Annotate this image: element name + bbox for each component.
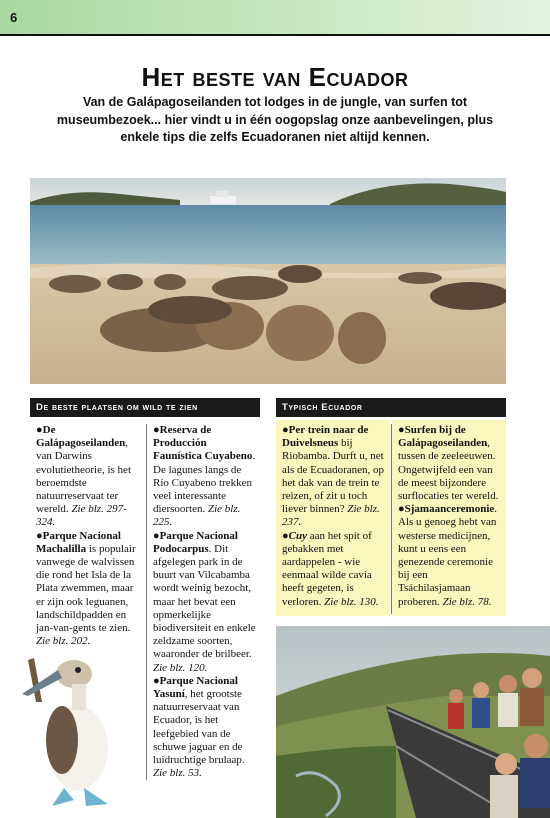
page-title: Het beste van Ecuador (141, 62, 409, 92)
entry-podocarpus: ●Parque Nacional Podocarpus. Dit afgelegen park in de buurt van Vilcabamba wordt weinig bezocht, maar het bevat een opmerkelijke biodiversiteit en enkele zeldzame soorten, waaronder de brilbeer. Zie blz. 120. (153, 529, 256, 674)
column-wildlife-2 (147, 420, 260, 782)
wildlife-section-header: De beste plaatsen om wild te zien (30, 398, 260, 417)
page-header-bar (0, 0, 550, 34)
header-rule (0, 34, 550, 36)
entry-yasuni: ●Parque Nacional Yasuní, het grootste natuurreservaat van Ecuador, is het leefgebied van de schuwe jaguar en de luidruchtige brulaap. Zie blz. 53. (153, 674, 245, 780)
intro-text: Van de Galápagoseilanden tot lodges in de jungle, van surfen tot museumbezoek... hier vindt u in één oogopslag onze aanbevelingen, plus enkele tips die zelfs Ecuadoranen niet altijd kennen. (56, 95, 494, 144)
blue-footed-booby-illustration (16, 640, 140, 812)
page-number: 6 (10, 10, 18, 25)
sea-lions-photo (30, 178, 506, 384)
column-wildlife-1 (30, 420, 145, 648)
entry-duivelsneus: ●Per trein naar de Duivelsneus bij Riobamba. Durft u, net als de Ecuadoranen, op het dak van de trein te reizen, of zit u toch liever binnen? Zie blz. 237. (282, 424, 385, 529)
entry-machalilla: ●Parque Nacional Machalilla is populair vanwege de walvissen die rond het Isla de la Plata zwemmen, maar er zijn ook leguanen, landschildpadden en jan-van-gents te zien. Zie blz. 202. (36, 529, 136, 648)
train-roof-photo (276, 626, 550, 818)
entry-cuyabeno: ●Reserva de Producción Faunística Cuyabeno. De lagunes langs de Río Cuyabeno trekken veel interessante diersoorten. Zie blz. 225. (153, 424, 256, 529)
entry-galapagos: ●De Galápagoseilanden, van Darwins evolutietheorie, is het beroemdste natuurreservaat ter wereld. Zie blz. 297-324. (36, 424, 131, 529)
column-typical-2 (392, 420, 506, 616)
typical-ecuador-header: Typisch Ecuador (276, 398, 506, 417)
column-typical-1 (276, 420, 390, 616)
entry-sjamaan: ●Sjamaanceremonie. Als u genoeg hebt van westerse medicijnen, kunt u eens een genezende ceremonie bij een Tsáchilasjamaan proberen. Zie blz. 78. (398, 503, 498, 608)
entry-surfen: ●Surfen bij de Galápagoseilanden, tussen de zeeleeuwen. Ongetwijfeld een van de meest bijzondere surflocaties ter wereld. (398, 424, 499, 503)
entry-cuy: ●Cuy aan het spit of gebakken met aardappelen - wie eenmaal wilde cavia heeft gegeten, is verloren. Zie blz. 130. (282, 529, 379, 608)
